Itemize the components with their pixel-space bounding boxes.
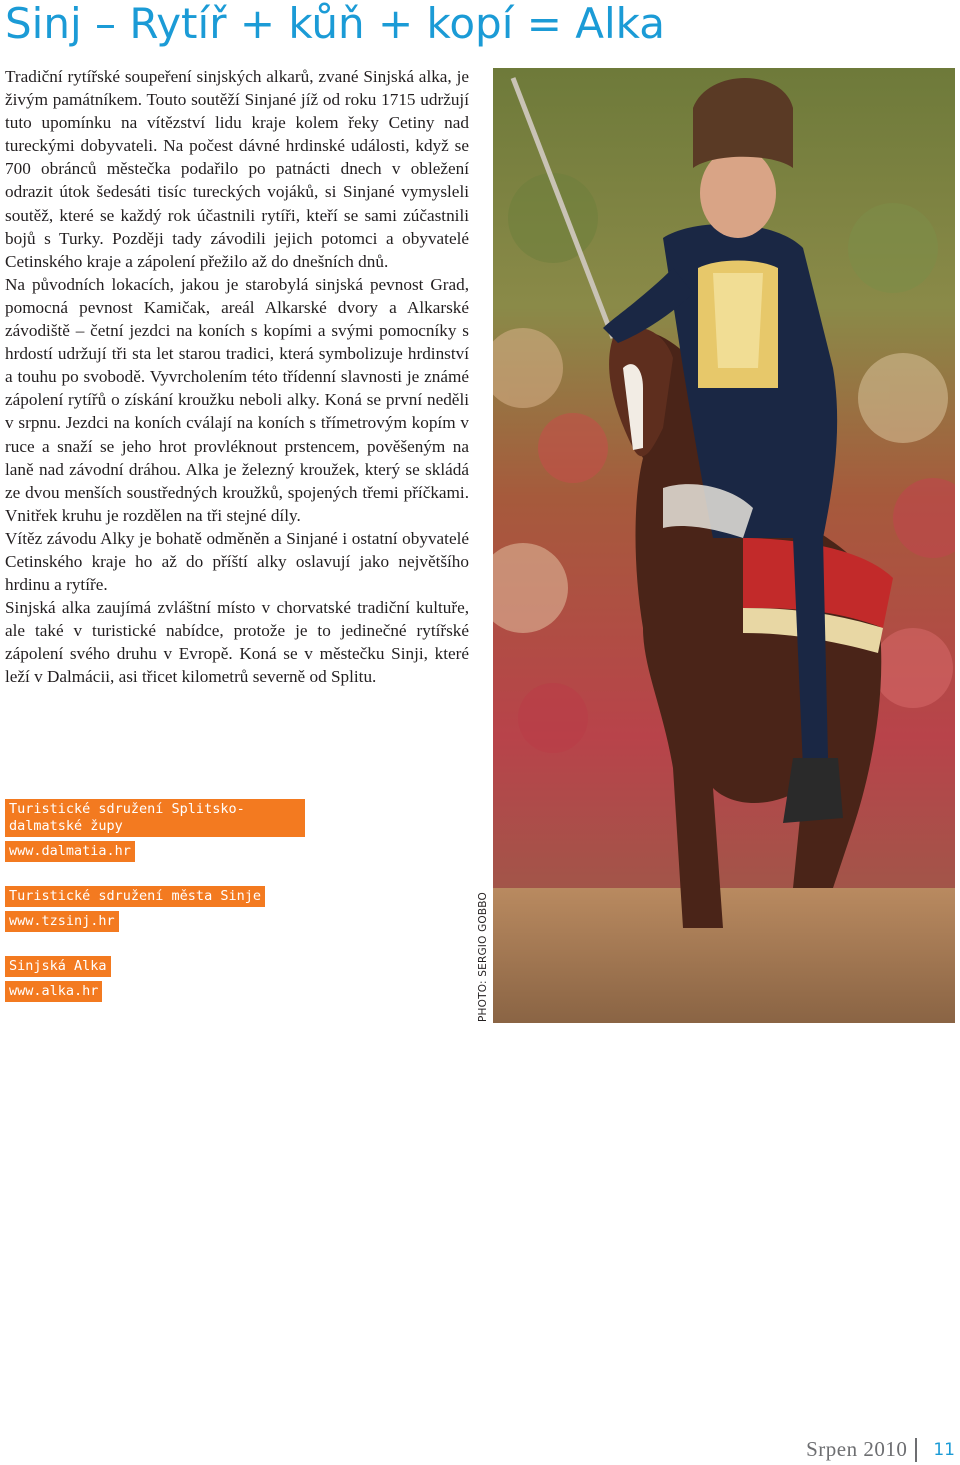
- link-group: [5, 886, 305, 932]
- website-link[interactable]: www.tzsinj.hr: [5, 911, 119, 932]
- knight-on-horse-illustration: [493, 68, 955, 1023]
- link-group: [5, 956, 305, 1002]
- article-body: [5, 65, 469, 689]
- link-group: [5, 799, 305, 862]
- organization-label: Turistické sdružení města Sinje: [5, 886, 265, 907]
- organization-label: Turistické sdružení Splitsko-dalmatské župy: [5, 799, 305, 837]
- knight-on-horse-photo: [493, 68, 955, 1023]
- paragraph: Na původních lokacích, jakou je starobylá sinjská pevnost Grad, pomocná pevnost Kamičak, areál Alkarské dvory a Alkarské závodiště – četní jezdci na koních s kopími a svými pomocníky s hrdostí udržují tři sta let starou tradici, která symbolizuje hrdinství a touhu po svobodě. Vyvrcholením této třídenní slavnosti je známé zápolení rytířů o získání kroužku neboli alky. Koná se první neděli v srpnu. Jezdci na koních cválají na koních s třímetrovým kopím v ruce a snaží se jeho hrot provléknout prstencem, pověšeným na laně nad závodní dráhou. Alka je železný kroužek, který se skládá ze dvou menších soustředných kroužků, spojených třemi příčkami. Vnitřek kruhu je rozdělen na tři stejné díly.: [5, 274, 469, 525]
- issue-date: Srpen 2010: [806, 1437, 908, 1461]
- page-number: 11: [933, 1439, 955, 1460]
- photo-credit: PHOTO: SERGIO GOBBO: [477, 892, 489, 1022]
- page-title: Sinj – Rytíř + kůň + kopí = Alka: [5, 0, 665, 48]
- organization-label: Sinjská Alka: [5, 956, 111, 977]
- website-link[interactable]: www.dalmatia.hr: [5, 841, 135, 862]
- footer-divider: [915, 1438, 917, 1462]
- paragraph: Vítěz závodu Alky je bohatě odměněn a Sinjané i ostatní obyvatelé Cetinského kraje ho až do příští alky oslavují jako největšího hrdinu a rytíře.: [5, 528, 469, 595]
- paragraph: Sinjská alka zaujímá zvláštní místo v chorvatské tradiční kultuře, ale také v turistické nabídce, protože je to jedinečné rytířské zápolení svého druhu v Evropě. Koná se v městečku Sinji, které leží v Dalmácii, asi třicet kilometrů severně od Splitu.: [5, 598, 469, 687]
- contact-links: [5, 799, 305, 1026]
- website-link[interactable]: www.alka.hr: [5, 981, 102, 1002]
- paragraph: Tradiční rytířské soupeření sinjských alkarů, zvané Sinjská alka, je živým památníkem. Touto soutěží Sinjané jíž od roku 1715 udržují tuto upomínku na vítězství lidu kraje kolem řeky Cetiny nad tureckými dobyvateli. Na počest dávné hrdinské události, když se 700 obránců městečka podařilo po patnácti dnech v obležení odrazit útok šedesáti tisíc tureckých vojáků, si Sinjané vymysleli soutěž, které se každý rok účastnili rytíři, kteří se sami zúčastnili bojů s Turky. Později tady závodili jejich potomci a obyvatelé Cetinského kraje a zápolení přežilo až do dnešních dnů.: [5, 67, 469, 271]
- page-footer: [806, 1437, 955, 1462]
